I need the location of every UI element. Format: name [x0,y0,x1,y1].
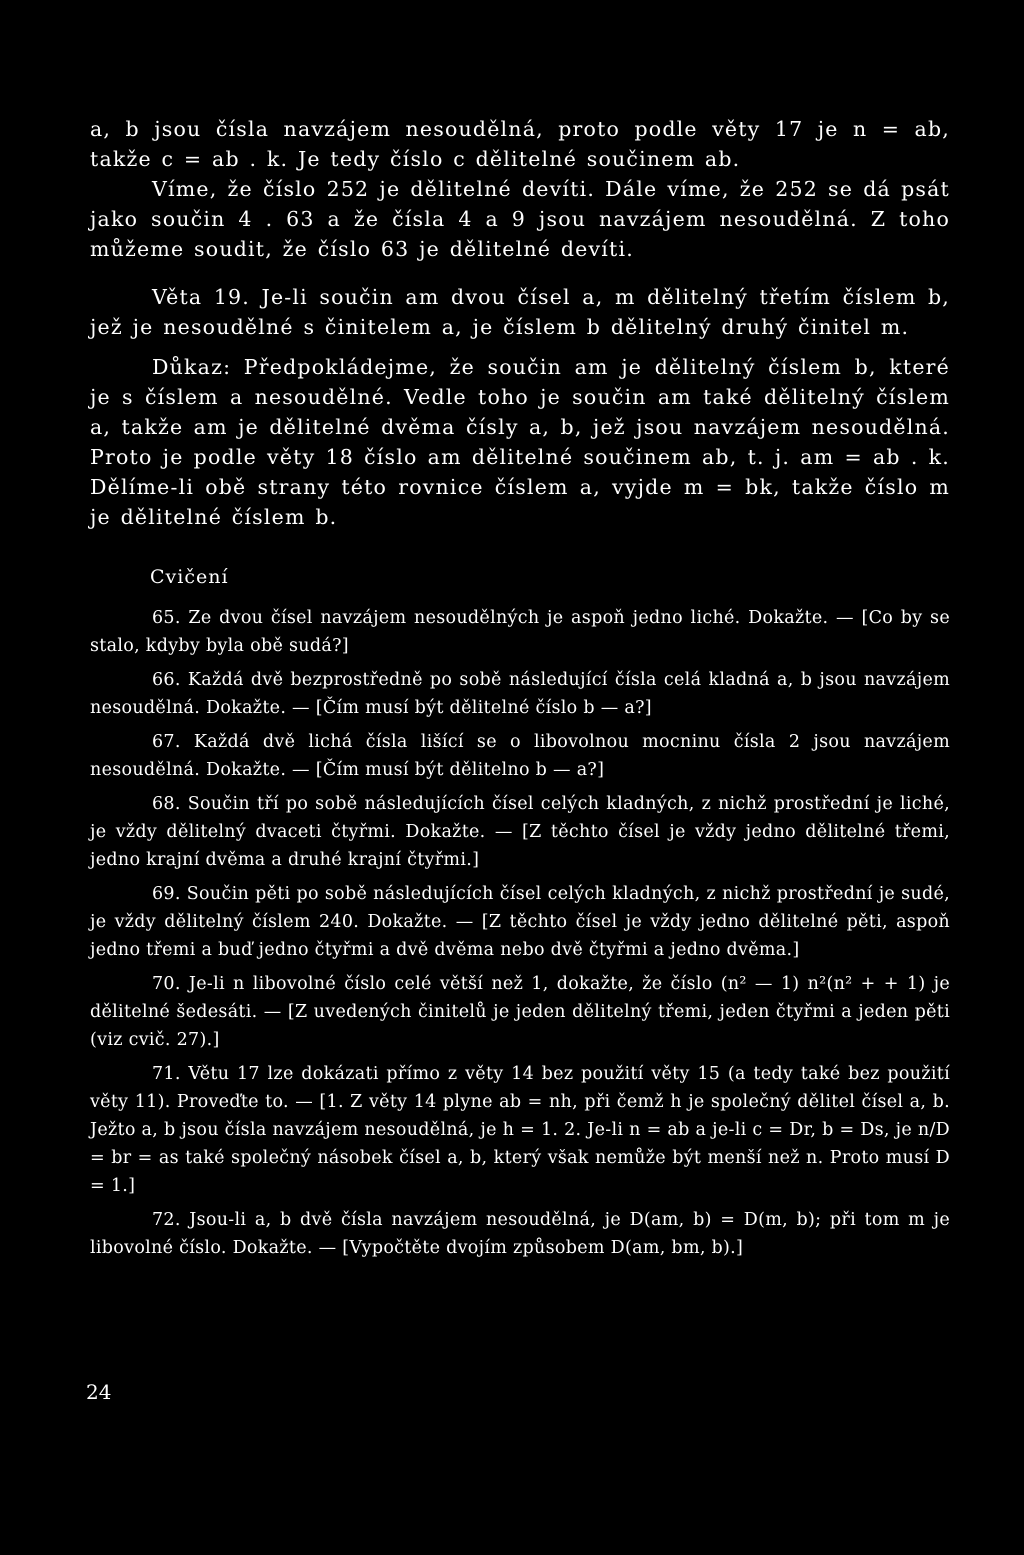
paragraph-2: Víme, že číslo 252 je dělitelné devíti. Dále víme, že 252 se dá psát jako součin 4 . 63 a že čísla 4 a 9 jsou navzájem nesoudělná. Z toho můžeme soudit, že číslo 63 je dělitelné devíti. [90,177,950,261]
theorem-19: Věta 19. Je-li součin am dvou čísel a, m dělitelný třetím číslem b, jež je nesoudělné s činitelem a, je číslem b dělitelný druhý činitel m. [90,285,950,339]
exercise-71: 71. Větu 17 lze dokázati přímo z věty 14 bez použití věty 15 (a tedy také bez použití věty 11). Proveďte to. — [1. Z věty 14 plyne ab = nh, při čemž h je společný dělitel čísel a, b. Ježto a, b jsou čísla navzájem nesoudělná, je h = 1. 2. Je-li n = ab a je-li c = Dr, b = Ds, je n/D = br = as také společný násobek čísel a, b, který však nemůže být menší než n. Proto musí D = 1.] [90,1064,950,1196]
exercise-69: 69. Součin pěti po sobě následujících čísel celých kladných, z nichž prostřední je sudé, je vždy dělitelný číslem 240. Dokažte. — [Z těchto čísel je vždy jedno dělitelné pěti, aspoň jedno třemi a buď jedno čtyřmi a dvě dvěma nebo dvě čtyřmi a jedno dvěma.] [90,884,950,960]
exercise-68: 68. Součin tří po sobě následujících čísel celých kladných, z nichž prostřední je liché, je vždy dělitelný dvaceti čtyřmi. Dokažte. — [Z těchto čísel je vždy jedno dělitelné třemi, jedno krajní dvěma a druhé krajní čtyřmi.] [90,794,950,870]
exercise-72: 72. Jsou-li a, b dvě čísla navzájem nesoudělná, je D(am, b) = D(m, b); při tom m je libovolné číslo. Dokažte. — [Vypočtěte dvojím způsobem D(am, bm, b).] [90,1210,950,1258]
paragraph-1: a, b jsou čísla navzájem nesoudělná, proto podle věty 17 je n = ab, takže c = ab . k. Je tedy číslo c dělitelné součinem ab. [90,117,950,171]
exercise-66: 66. Každá dvě bezprostředně po sobě následující čísla celá kladná a, b jsou navzájem nesoudělná. Dokažte. — [Čím musí být dělitelné číslo b — a?] [90,670,950,718]
main-text [90,114,950,532]
exercise-70: 70. Je-li n libovolné číslo celé větší než 1, dokažte, že číslo (n² — 1) n²(n² + + 1) je dělitelné šedesáti. — [Z uvedených činitelů je jeden dělitelný třemi, jeden čtyřmi a jeden pěti (viz cvič. 27).] [90,974,950,1050]
exercise-65: 65. Ze dvou čísel navzájem nesoudělných je aspoň jedno liché. Dokažte. — [Co by se stalo, kdyby byla obě sudá?] [90,608,950,656]
exercises-heading: Cvičení [150,566,229,588]
exercise-67: 67. Každá dvě lichá čísla lišící se o libovolnou mocninu čísla 2 jsou navzájem nesoudělná. Dokažte. — [Čím musí být dělitelno b — a?] [90,732,950,780]
proof: Důkaz: Předpokládejme, že součin am je dělitelný číslem b, které je s číslem a nesoudělné. Vedle toho je součin am také dělitelný číslem a, takže am je dělitelné dvěma čísly a, b, jež jsou navzájem nesoudělná. Proto je podle věty 18 číslo am dělitelné součinem ab, t. j. am = ab . k. Dělíme-li obě strany této rovnice číslem a, vyjde m = bk, takže číslo m je dělitelné číslem b. [90,355,950,529]
page-number: 24 [86,1380,112,1404]
exercise-list [90,604,950,1262]
